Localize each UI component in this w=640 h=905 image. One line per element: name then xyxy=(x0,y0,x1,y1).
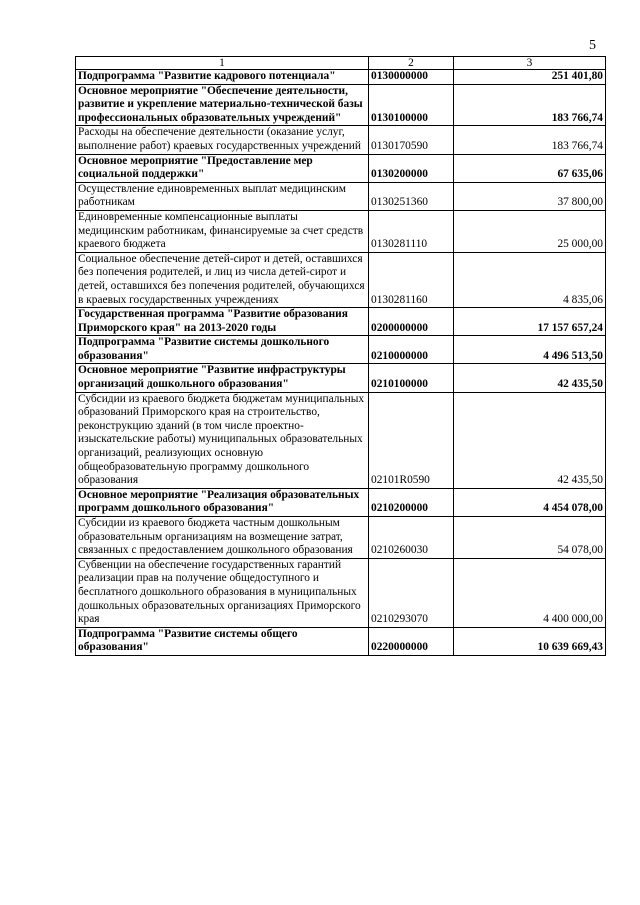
row-name: Основное мероприятие "Предоставление мер социальной поддержки" xyxy=(76,154,369,182)
row-amount: 4 835,06 xyxy=(454,252,606,307)
row-name: Субвенции на обеспечение государственных гарантий реализации прав на получение общедоступного и бесплатного дошкольного образования в муниципальных дошкольных образовательных организациях Приморского края xyxy=(76,558,369,627)
row-code: 02101R0590 xyxy=(369,392,454,488)
row-code: 0130000000 xyxy=(369,70,454,85)
row-code: 0210260030 xyxy=(369,517,454,559)
row-amount: 183 766,74 xyxy=(454,84,606,126)
row-amount: 54 078,00 xyxy=(454,517,606,559)
row-amount: 37 800,00 xyxy=(454,182,606,210)
row-amount: 4 400 000,00 xyxy=(454,558,606,627)
table-row xyxy=(76,210,606,252)
table-row xyxy=(76,558,606,627)
row-name: Субсидии из краевого бюджета бюджетам муниципальных образований Приморского края на строительство, реконструкцию зданий (в том числе проектно-изыскательские работы) муниципальных образовательных организаций, реализующих основную общеобразовательную программу дошкольного образования xyxy=(76,392,369,488)
table-row xyxy=(76,627,606,655)
row-code: 0130100000 xyxy=(369,84,454,126)
row-name: Расходы на обеспечение деятельности (оказание услуг, выполнение работ) краевых государственных учреждений xyxy=(76,126,369,154)
row-name: Основное мероприятие "Реализация образовательных программ дошкольного образования" xyxy=(76,488,369,516)
budget-table xyxy=(75,56,606,656)
row-name: Осуществление единовременных выплат медицинским работникам xyxy=(76,182,369,210)
table-row xyxy=(76,252,606,307)
row-code: 0210000000 xyxy=(369,336,454,364)
row-amount: 10 639 669,43 xyxy=(454,627,606,655)
table-row xyxy=(76,182,606,210)
row-name: Подпрограмма "Развитие системы общего образования" xyxy=(76,627,369,655)
row-amount: 25 000,00 xyxy=(454,210,606,252)
table-header-row xyxy=(76,57,606,70)
row-amount: 4 496 513,50 xyxy=(454,336,606,364)
row-amount: 17 157 657,24 xyxy=(454,308,606,336)
row-code: 0210100000 xyxy=(369,364,454,392)
table-row xyxy=(76,392,606,488)
row-name: Подпрограмма "Развитие кадрового потенциала" xyxy=(76,70,369,85)
table-row xyxy=(76,70,606,85)
row-code: 0200000000 xyxy=(369,308,454,336)
row-code: 0130251360 xyxy=(369,182,454,210)
column-header: 1 xyxy=(76,57,369,70)
row-name: Субсидии из краевого бюджета частным дошкольным образовательным организациям на возмещение затрат, связанных с предоставлением дошкольного образования xyxy=(76,517,369,559)
row-name: Подпрограмма "Развитие системы дошкольного образования" xyxy=(76,336,369,364)
row-code: 0210293070 xyxy=(369,558,454,627)
row-amount: 67 635,06 xyxy=(454,154,606,182)
row-code: 0210200000 xyxy=(369,488,454,516)
table-row xyxy=(76,126,606,154)
row-code: 0130281110 xyxy=(369,210,454,252)
row-name: Социальное обеспечение детей-сирот и детей, оставшихся без попечения родителей, и лиц из числа детей-сирот и детей, оставшихся без попечения родителей, обучающихся в краевых государственных учреждениях xyxy=(76,252,369,307)
table-row xyxy=(76,488,606,516)
row-amount: 251 401,80 xyxy=(454,70,606,85)
row-name: Основное мероприятие "Обеспечение деятельности, развитие и укрепление материально-технической базы профессиональных образовательных учреждений" xyxy=(76,84,369,126)
table-row xyxy=(76,336,606,364)
table-row xyxy=(76,84,606,126)
row-amount: 183 766,74 xyxy=(454,126,606,154)
table-row xyxy=(76,308,606,336)
row-code: 0130281160 xyxy=(369,252,454,307)
row-name: Государственная программа "Развитие образования Приморского края" на 2013-2020 годы xyxy=(76,308,369,336)
page-number: 5 xyxy=(589,38,596,53)
column-header: 2 xyxy=(369,57,454,70)
row-code: 0130170590 xyxy=(369,126,454,154)
row-name: Основное мероприятие "Развитие инфраструктуры организаций дошкольного образования" xyxy=(76,364,369,392)
row-amount: 42 435,50 xyxy=(454,392,606,488)
table-row xyxy=(76,364,606,392)
table-row xyxy=(76,517,606,559)
row-name: Единовременные компенсационные выплаты медицинским работникам, финансируемые за счет средств краевого бюджета xyxy=(76,210,369,252)
row-code: 0130200000 xyxy=(369,154,454,182)
row-amount: 4 454 078,00 xyxy=(454,488,606,516)
row-amount: 42 435,50 xyxy=(454,364,606,392)
column-header: 3 xyxy=(454,57,606,70)
row-code: 0220000000 xyxy=(369,627,454,655)
table-row xyxy=(76,154,606,182)
